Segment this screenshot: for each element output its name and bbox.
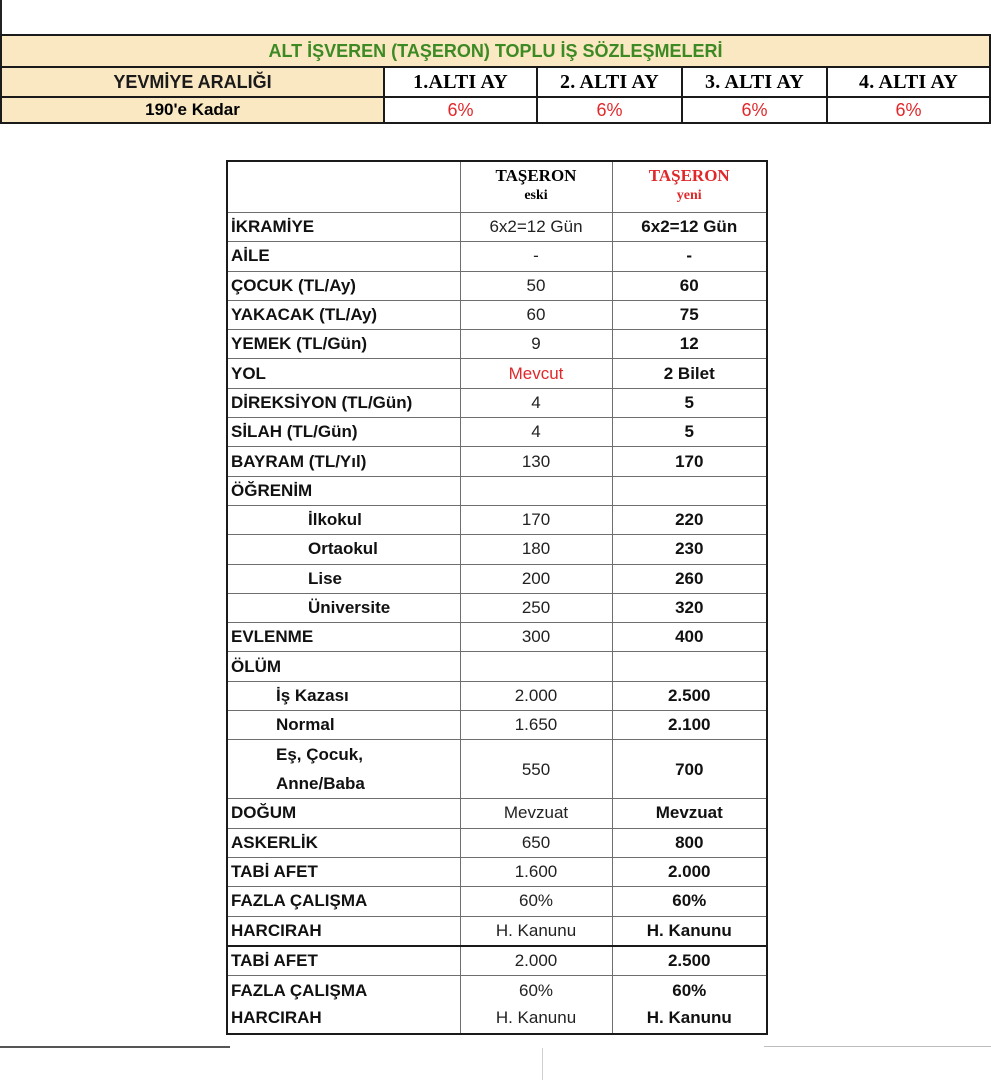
old-value: 9 xyxy=(460,330,612,359)
new-value: 400 xyxy=(612,623,767,652)
new-value: 230 xyxy=(612,535,767,564)
wage-range-header: YEVMİYE ARALIĞI xyxy=(1,67,384,97)
old-value xyxy=(460,476,612,505)
table-row xyxy=(227,505,767,534)
percent-cell: 6% xyxy=(827,97,990,123)
new-value: 220 xyxy=(612,505,767,534)
new-value xyxy=(612,652,767,681)
table-row xyxy=(227,300,767,329)
old-value: 650 xyxy=(460,828,612,857)
old-value: 1.650 xyxy=(460,711,612,740)
column-header-new xyxy=(612,161,767,213)
page-vertical-guide xyxy=(542,1048,543,1080)
old-value: 180 xyxy=(460,535,612,564)
table-row xyxy=(227,418,767,447)
benefits-comparison-table xyxy=(226,160,768,1035)
table-row xyxy=(227,740,767,799)
old-value-group xyxy=(460,976,612,1035)
corner-border-line xyxy=(0,0,2,34)
row-label: BAYRAM (TL/Yıl) xyxy=(227,447,460,476)
row-label: YAKACAK (TL/Ay) xyxy=(227,300,460,329)
row-label: Eş, Çocuk, Anne/Baba xyxy=(227,740,460,799)
table-row xyxy=(227,887,767,916)
old-value: H. Kanunu xyxy=(495,1008,577,1028)
new-value: - xyxy=(612,242,767,271)
table-row xyxy=(227,242,767,271)
table-title-row xyxy=(1,35,990,67)
row-label: FAZLA ÇALIŞMA xyxy=(227,887,460,916)
table-row xyxy=(227,828,767,857)
table-row xyxy=(227,213,767,242)
table-row xyxy=(227,359,767,388)
old-value: 6x2=12 Gün xyxy=(460,213,612,242)
old-value: 2.000 xyxy=(460,946,612,976)
table-row xyxy=(227,330,767,359)
row-label: YOL xyxy=(227,359,460,388)
row-label: TABİ AFET xyxy=(227,857,460,886)
row-label: HARCIRAH xyxy=(231,1008,322,1028)
old-value: - xyxy=(460,242,612,271)
new-value: 2.500 xyxy=(612,946,767,976)
new-value: 60 xyxy=(612,271,767,300)
new-value: 700 xyxy=(612,740,767,799)
table-row xyxy=(227,711,767,740)
row-label: AİLE xyxy=(227,242,460,271)
old-value: 1.600 xyxy=(460,857,612,886)
table-row xyxy=(227,271,767,300)
new-value: 60% xyxy=(612,887,767,916)
row-label: Normal xyxy=(227,711,460,740)
new-value: 260 xyxy=(612,564,767,593)
period-header: 2. ALTI AY xyxy=(537,67,682,97)
percent-cell: 6% xyxy=(682,97,827,123)
new-value: 6x2=12 Gün xyxy=(612,213,767,242)
column-header-old xyxy=(460,161,612,213)
old-value: Mevzuat xyxy=(460,799,612,828)
new-value: H. Kanunu xyxy=(612,916,767,946)
row-label: HARCIRAH xyxy=(227,916,460,946)
row-label: ÇOCUK (TL/Ay) xyxy=(227,271,460,300)
old-value: 200 xyxy=(460,564,612,593)
row-label: ÖĞRENİM xyxy=(227,476,460,505)
old-value: 60% xyxy=(518,981,554,1001)
old-value: 550 xyxy=(460,740,612,799)
table-row xyxy=(227,857,767,886)
table-row xyxy=(227,946,767,976)
wage-increase-table xyxy=(0,34,991,124)
old-value: 4 xyxy=(460,418,612,447)
header-empty-cell xyxy=(227,161,460,213)
new-value: 2 Bilet xyxy=(612,359,767,388)
row-label: Lise xyxy=(227,564,460,593)
row-label: FAZLA ÇALIŞMA xyxy=(231,981,368,1001)
row-label: Üniversite xyxy=(227,593,460,622)
new-value: 170 xyxy=(612,447,767,476)
old-value: 170 xyxy=(460,505,612,534)
row-label: Ortaokul xyxy=(227,535,460,564)
row-label: İKRAMİYE xyxy=(227,213,460,242)
old-value: 250 xyxy=(460,593,612,622)
new-value: 2.000 xyxy=(612,857,767,886)
new-value: H. Kanunu xyxy=(646,1008,732,1028)
table-row xyxy=(227,476,767,505)
old-value: 4 xyxy=(460,388,612,417)
table-row xyxy=(227,535,767,564)
old-header-sub: eski xyxy=(524,188,548,203)
new-value: 800 xyxy=(612,828,767,857)
new-value: 2.100 xyxy=(612,711,767,740)
new-value: 320 xyxy=(612,593,767,622)
old-value xyxy=(460,652,612,681)
table-row xyxy=(227,623,767,652)
new-value xyxy=(612,476,767,505)
new-value: 5 xyxy=(612,388,767,417)
table-row xyxy=(227,593,767,622)
new-value-group xyxy=(612,976,767,1035)
new-value: 60% xyxy=(672,981,707,1001)
wage-range-row xyxy=(1,97,990,123)
row-label: ASKERLİK xyxy=(227,828,460,857)
table-row xyxy=(227,564,767,593)
period-header: 1.ALTI AY xyxy=(384,67,537,97)
old-value: 130 xyxy=(460,447,612,476)
page-bottom-rule xyxy=(0,1046,230,1048)
table-row xyxy=(227,652,767,681)
new-header-title: TAŞERON xyxy=(648,166,730,185)
period-header-row xyxy=(1,67,990,97)
percent-cell: 6% xyxy=(537,97,682,123)
table-row xyxy=(227,447,767,476)
row-label: İş Kazası xyxy=(227,681,460,710)
table-row xyxy=(227,916,767,946)
wage-range-label: 190'e Kadar xyxy=(1,97,384,123)
row-label: ÖLÜM xyxy=(227,652,460,681)
percent-cell: 6% xyxy=(384,97,537,123)
table-row xyxy=(227,976,767,1035)
row-label-group xyxy=(227,976,460,1035)
old-value: H. Kanunu xyxy=(460,916,612,946)
period-header: 3. ALTI AY xyxy=(682,67,827,97)
row-label: TABİ AFET xyxy=(227,946,460,976)
table-row xyxy=(227,681,767,710)
new-value: 12 xyxy=(612,330,767,359)
table-row xyxy=(227,799,767,828)
row-label: YEMEK (TL/Gün) xyxy=(227,330,460,359)
period-header: 4. ALTI AY xyxy=(827,67,990,97)
old-value: 60% xyxy=(460,887,612,916)
new-value: 5 xyxy=(612,418,767,447)
new-header-sub: yeni xyxy=(676,188,702,203)
row-label: EVLENME xyxy=(227,623,460,652)
old-value: 50 xyxy=(460,271,612,300)
old-value: 2.000 xyxy=(460,681,612,710)
row-label: DOĞUM xyxy=(227,799,460,828)
page-bottom-rule-right xyxy=(764,1046,991,1047)
old-value: Mevcut xyxy=(460,359,612,388)
old-value: 60 xyxy=(460,300,612,329)
row-label: SİLAH (TL/Gün) xyxy=(227,418,460,447)
new-value: Mevzuat xyxy=(612,799,767,828)
new-value: 2.500 xyxy=(612,681,767,710)
row-label: DİREKSİYON (TL/Gün) xyxy=(227,388,460,417)
table-row xyxy=(227,388,767,417)
table-title: ALT İŞVEREN (TAŞERON) TOPLU İŞ SÖZLEŞMELERİ xyxy=(1,35,990,67)
old-header-title: TAŞERON xyxy=(495,166,577,185)
row-label: İlkokul xyxy=(227,505,460,534)
table-header-row xyxy=(227,161,767,213)
old-value: 300 xyxy=(460,623,612,652)
new-value: 75 xyxy=(612,300,767,329)
